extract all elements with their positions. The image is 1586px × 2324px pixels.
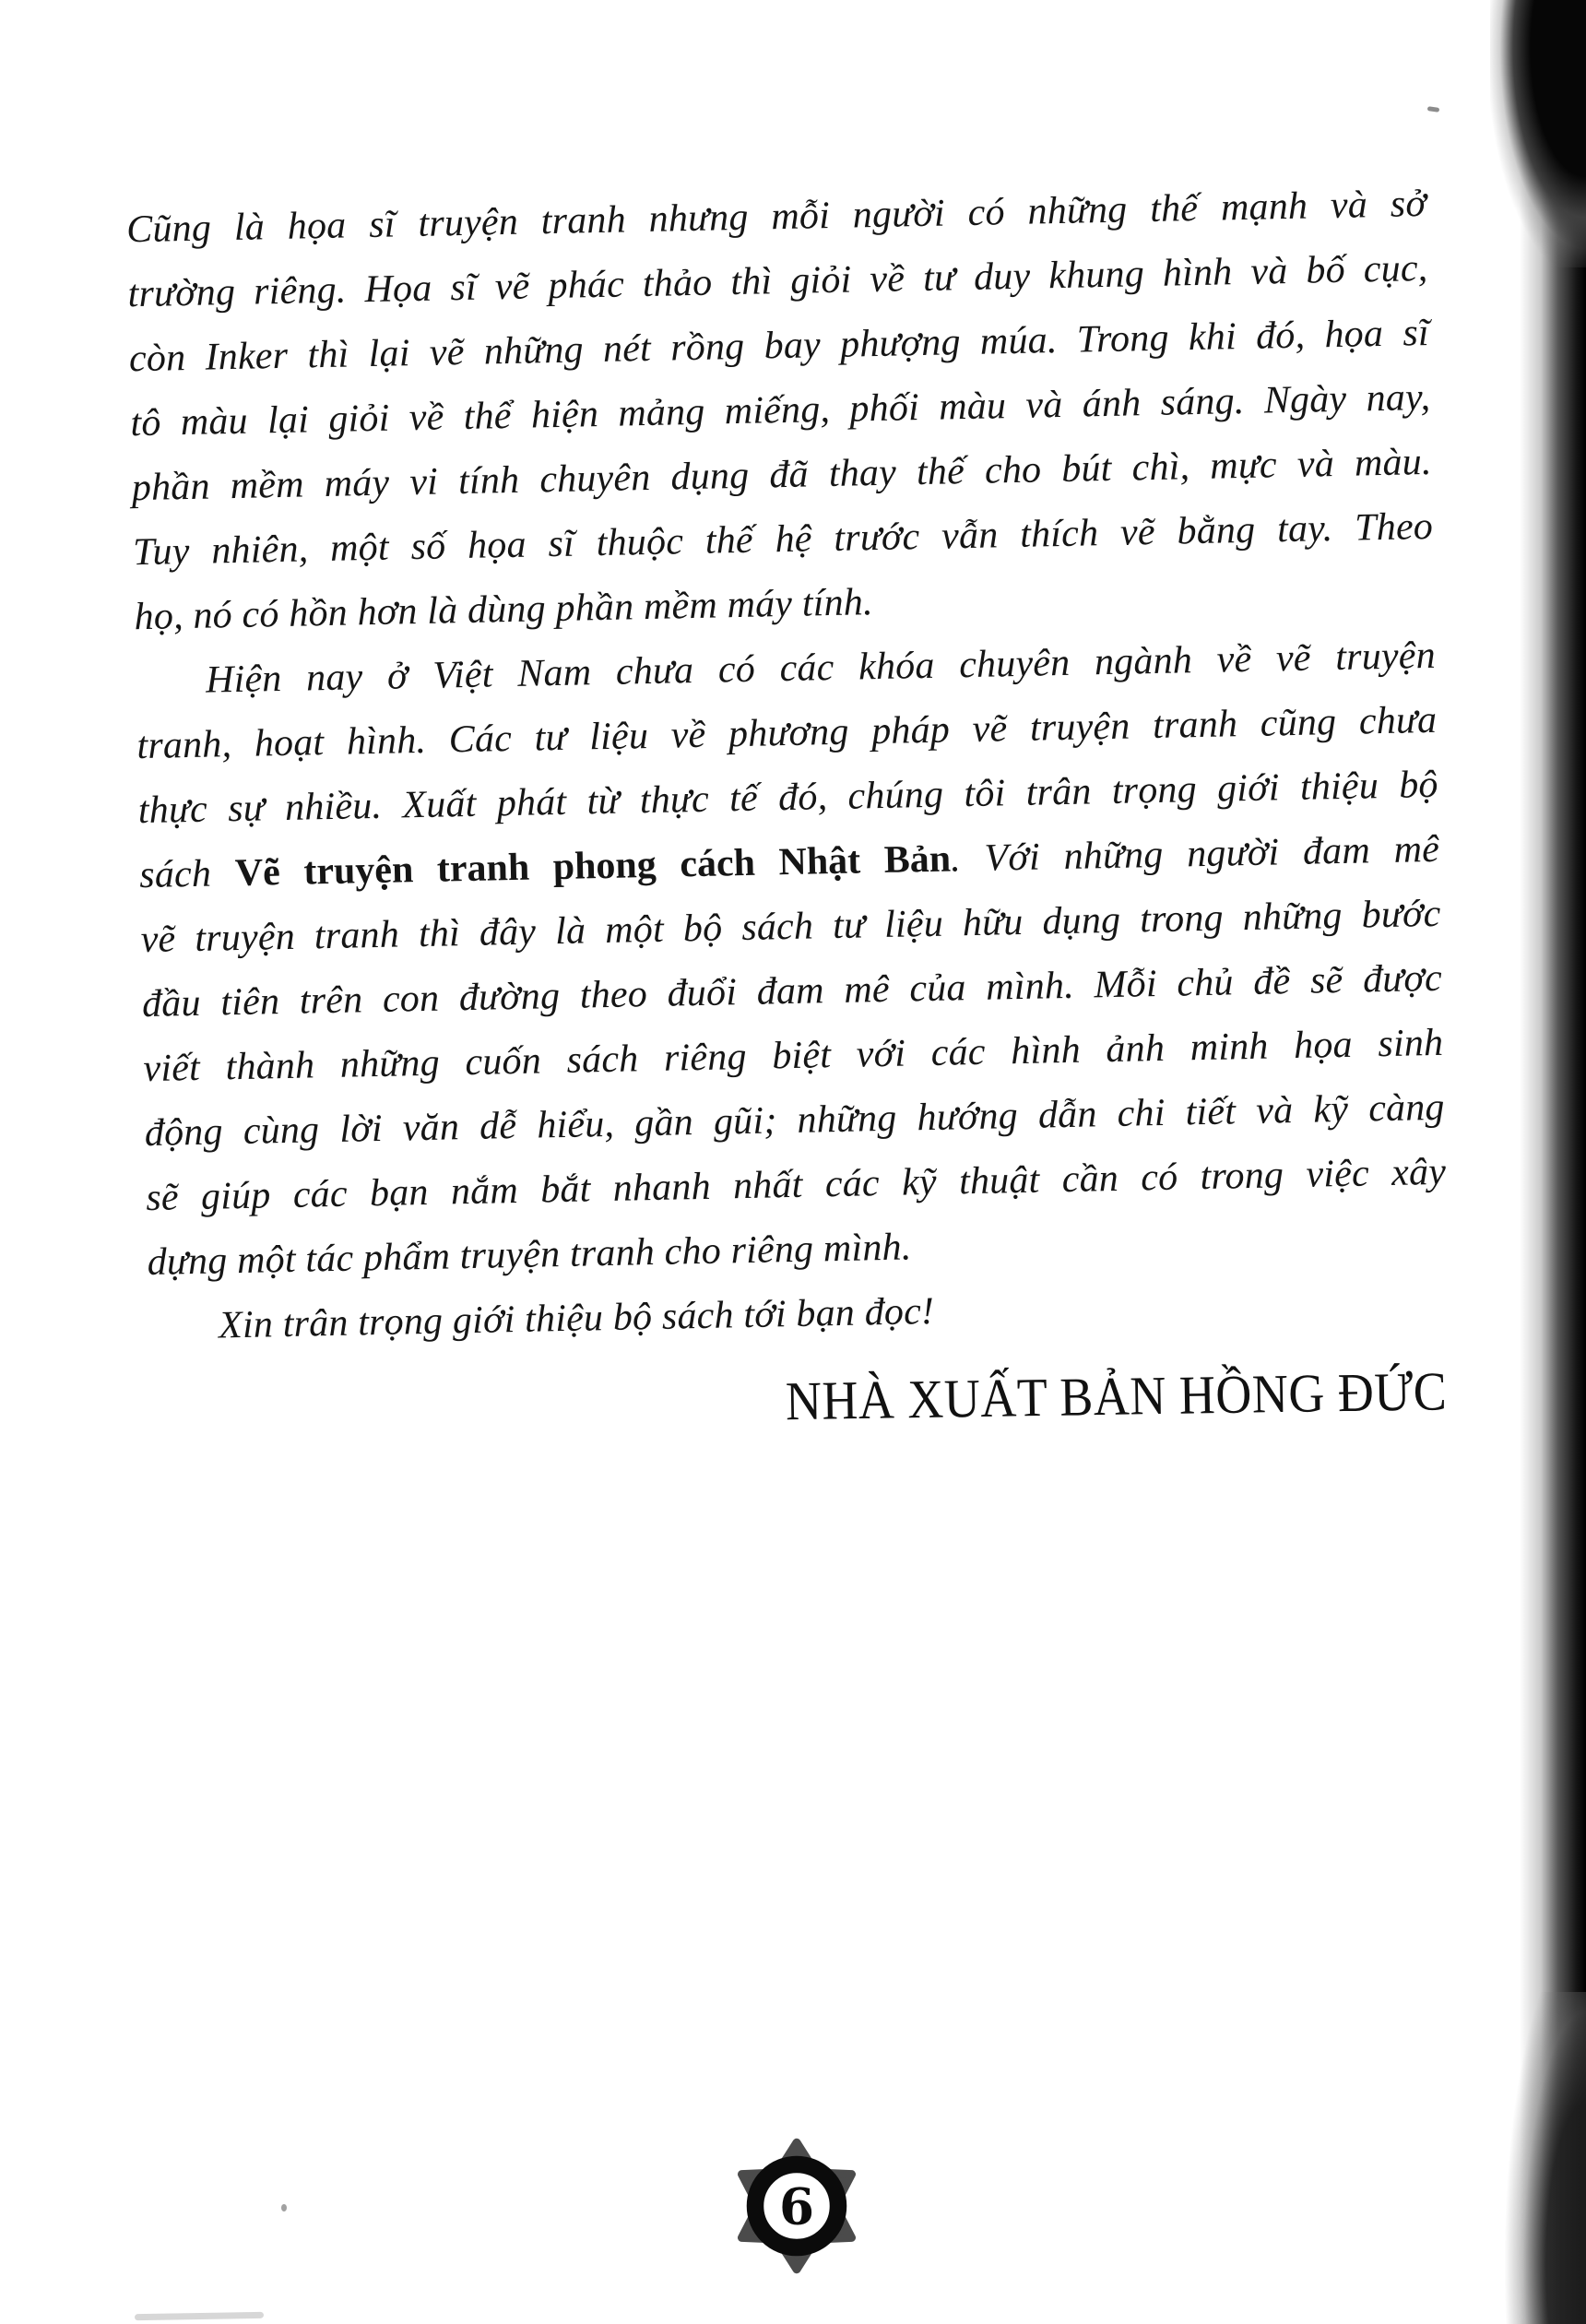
text-line: Cũng là họa sĩ truyện tranh nhưng mỗi người có những thế mạnh và sở [125, 182, 1427, 252]
text-line: vẽ truyện tranh thì đây là một bộ sách tư liệu hữu dụng trong những bước [140, 892, 1441, 962]
text-line: Xin trân trọng giới thiệu bộ sách tới bạn đọc! [218, 1289, 935, 1347]
title-line-pre: sách [138, 852, 236, 897]
text-line: sẽ giúp các bạn nắm bắt nhanh nhất các kỹ thuật cần có trong việc xây [145, 1150, 1447, 1220]
scan-gutter-shadow-top [1490, 0, 1586, 267]
scan-speck [281, 2204, 287, 2211]
text-line: trường riêng. Họa sĩ vẽ phác thảo thì giỏi về tư duy khung hình và bố cục, [127, 246, 1428, 316]
page-number-badge [728, 2134, 866, 2278]
scan-gutter-shadow [1520, 0, 1586, 2324]
publisher-name: NHÀ XUẤT BẢN HỒNG ĐỨC [784, 1360, 1448, 1432]
text-line: đầu tiên trên con đường theo đuổi đam mê của mình. Mỗi chủ đề sẽ được [141, 956, 1443, 1026]
text-line: viết thành những cuốn sách riêng biệt với các hình ảnh minh họa sinh [143, 1021, 1444, 1091]
text-block [126, 172, 1451, 1448]
publisher-line [149, 1358, 1450, 1448]
text-line: Hiện nay ở Việt Nam chưa có các khóa chuyên ngành về vẽ truyện [205, 634, 1437, 702]
text-line: phần mềm máy vi tính chuyên dụng đã thay thế cho bút chì, mực và màu. [131, 440, 1433, 510]
text-line: tranh, hoạt hình. Các tư liệu về phương pháp vẽ truyện tranh cũng chưa [136, 698, 1438, 768]
text-line: họ, nó có hồn hơn là dùng phần mềm máy tính. [134, 581, 874, 639]
gear-flower-icon [728, 2134, 866, 2278]
scan-smudge [135, 2312, 264, 2320]
book-title: Vẽ truyện tranh phong cách Nhật Bản [234, 837, 952, 895]
title-line-post: . Với những người đam mê [950, 827, 1440, 881]
scan-gutter-shadow-bottom [1496, 1992, 1586, 2324]
paragraph-2 [135, 623, 1448, 1295]
text-line: động cùng lời văn dễ hiểu, gần gũi; những hướng dẫn chi tiết và kỹ càng [144, 1085, 1446, 1156]
scan-speck [1427, 106, 1440, 113]
text-line: thực sự nhiều. Xuất phát từ thực tế đó, chúng tôi trân trọng giới thiệu bộ [137, 763, 1439, 833]
text-line: còn Inker thì lại vẽ những nét rồng bay phượng múa. Trong khi đó, họa sĩ [128, 311, 1430, 381]
text-line: dựng một tác phẩm truyện tranh cho riêng mình. [147, 1226, 912, 1285]
paragraph-1 [126, 172, 1436, 649]
text-line: tô màu lại giỏi về thể hiện mảng miếng, phối màu và ánh sáng. Ngày nay, [129, 375, 1431, 445]
text-line: Tuy nhiên, một số họa sĩ thuộc thế hệ trước vẫn thích vẽ bằng tay. Theo [132, 504, 1434, 575]
page-number: 6 [778, 2176, 815, 2236]
